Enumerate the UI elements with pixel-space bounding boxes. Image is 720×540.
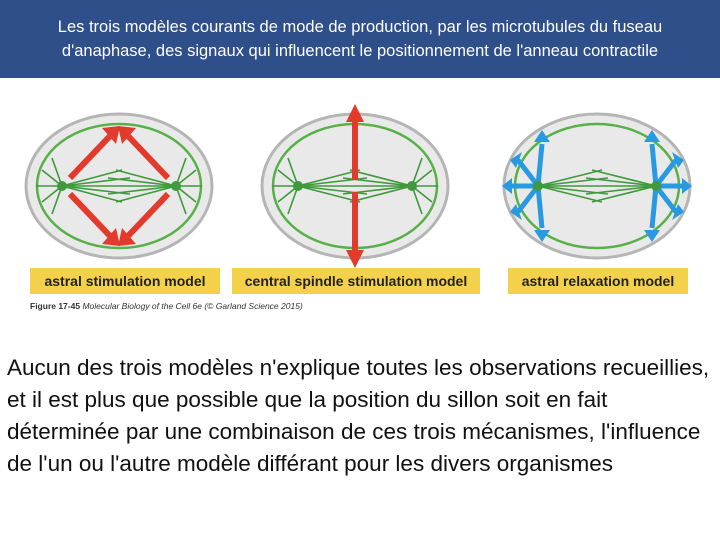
centrosome <box>407 181 417 191</box>
slide-title-bar <box>0 0 720 78</box>
cell-central-spindle-stimulation <box>262 104 448 268</box>
label-astral-stimulation: astral stimulation model <box>30 268 220 294</box>
centrosome <box>533 181 543 191</box>
label-astral-relaxation: astral relaxation model <box>508 268 688 294</box>
slide-title: Les trois modèles courants de mode de production, par les microtubules du fuseau d'anaphase, des signaux qui influencent le positionnement de l'anneau contractile <box>57 18 663 60</box>
centrosome <box>651 181 661 191</box>
centrosome <box>57 181 67 191</box>
slide-body-text: Aucun des trois modèles n'explique toutes les observations recueillies, et il est plus que possible que la position du sillon soit en fait déterminée par une combinaison de ces trois mécanismes, l'influence de l'un ou l'autre modèle différant pour les divers organismes <box>7 355 710 476</box>
centrosome <box>171 181 181 191</box>
caption-figure-number: Figure 17-45 <box>30 301 81 311</box>
cell-astral-relaxation <box>502 114 692 258</box>
caption-source: Molecular Biology of the Cell 6e (© Garland Science 2015) <box>82 301 303 311</box>
label-central-spindle-stimulation: central spindle stimulation model <box>232 268 480 294</box>
cell-astral-stimulation <box>26 114 212 258</box>
centrosome <box>293 181 303 191</box>
figure-caption <box>30 301 303 311</box>
